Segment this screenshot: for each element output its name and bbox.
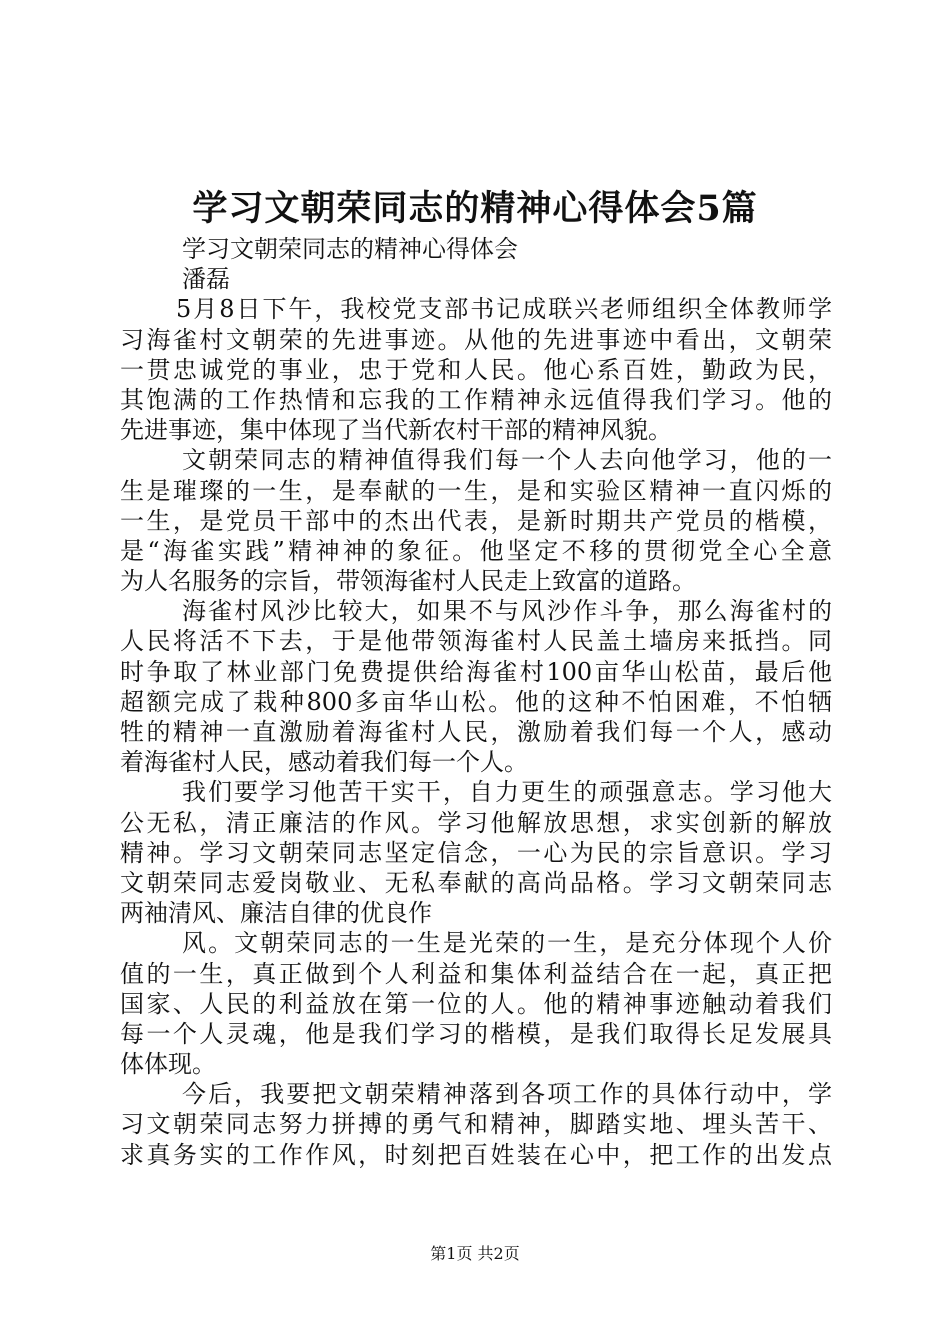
paragraph-line: 生是璀璨的一生，是奉献的一生，是和实验区精神一直闪烁的: [120, 476, 832, 505]
paragraph-line: 体体现。: [120, 1050, 216, 1079]
paragraph-line: 习文朝荣同志努力拼搏的勇气和精神，脚踏实地、埋头苦干、: [120, 1110, 832, 1139]
subtitle-line: 学习文朝荣同志的精神心得体会: [182, 235, 518, 263]
paragraph-line: 是“海雀实践”精神神的象征。他坚定不移的贯彻党全心全意: [120, 536, 832, 565]
paragraph-line: 习海雀村文朝荣的先进事迹。从他的先进事迹中看出，文朝荣: [120, 325, 832, 354]
paragraph-line: 每一个人灵魂，他是我们学习的楷模，是我们取得长足发展具: [120, 1019, 832, 1048]
document-body: [120, 234, 832, 1170]
paragraph-line: 超额完成了栽种800多亩华山松。他的这种不怕困难，不怕牺: [120, 687, 832, 716]
paragraph-line: 一生，是党员干部中的杰出代表，是新时期共产党员的楷模，: [120, 506, 832, 535]
paragraph-line: 值的一生，真正做到个人利益和集体利益结合在一起，真正把: [120, 959, 832, 988]
paragraph-line: 一贯忠诚党的事业，忠于党和人民。他心系百姓，勤政为民，: [120, 355, 832, 384]
paragraph-line: 今后，我要把文朝荣精神落到各项工作的具体行动中，学: [182, 1080, 832, 1109]
paragraph-line: 5月8日下午，我校党支部书记成联兴老师组织全体教师学: [176, 295, 832, 324]
paragraph-line: 海雀村风沙比较大，如果不与风沙作斗争，那么海雀村的: [182, 597, 832, 626]
paragraph-line: 文朝荣同志的精神值得我们每一个人去向他学习，他的一: [182, 446, 832, 475]
paragraph-line: 国家、人民的利益放在第一位的人。他的精神事迹触动着我们: [120, 989, 832, 1018]
paragraph-line: 我们要学习他苦干实干，自力更生的顽强意志。学习他大: [182, 778, 832, 807]
paragraph-line: 牲的精神一直激励着海雀村人民，激励着我们每一个人，感动: [120, 718, 832, 746]
paragraph-line: 风。文朝荣同志的一生是光荣的一生，是充分体现个人价: [182, 929, 832, 958]
paragraph-line: 公无私，清正廉洁的作风。学习他解放思想，求实创新的解放: [120, 808, 832, 837]
paragraph-line: 为人名服务的宗旨，带领海雀村人民走上致富的道路。: [120, 567, 696, 596]
paragraph-line: 两袖清风、廉洁自律的优良作: [120, 899, 432, 928]
author-line: 潘磊: [182, 265, 230, 294]
paragraph-line: 人民将活不下去，于是他带领海雀村人民盖土墙房来抵挡。同: [120, 627, 832, 656]
paragraph-line: 时争取了林业部门免费提供给海雀村100亩华山松苗，最后他: [120, 657, 832, 686]
paragraph-line: 其饱满的工作热情和忘我的工作精神永远值得我们学习。他的: [120, 385, 832, 414]
paragraph-line: 精神。学习文朝荣同志坚定信念，一心为民的宗旨意识。学习: [120, 838, 832, 867]
page-footer: 第1页 共2页: [430, 1244, 520, 1263]
document-title: 学习文朝荣同志的精神心得体会5篇: [192, 188, 758, 229]
paragraph-line: 求真务实的工作作风，时刻把百姓装在心中，把工作的出发点: [120, 1140, 832, 1169]
paragraph-line: 文朝荣同志爱岗敬业、无私奉献的高尚品格。学习文朝荣同志: [120, 868, 832, 897]
paragraph-line: 先进事迹，集中体现了当代新农村干部的精神风貌。: [120, 416, 672, 445]
paragraph-line: 着海雀村人民，感动着我们每一个人。: [120, 748, 528, 777]
